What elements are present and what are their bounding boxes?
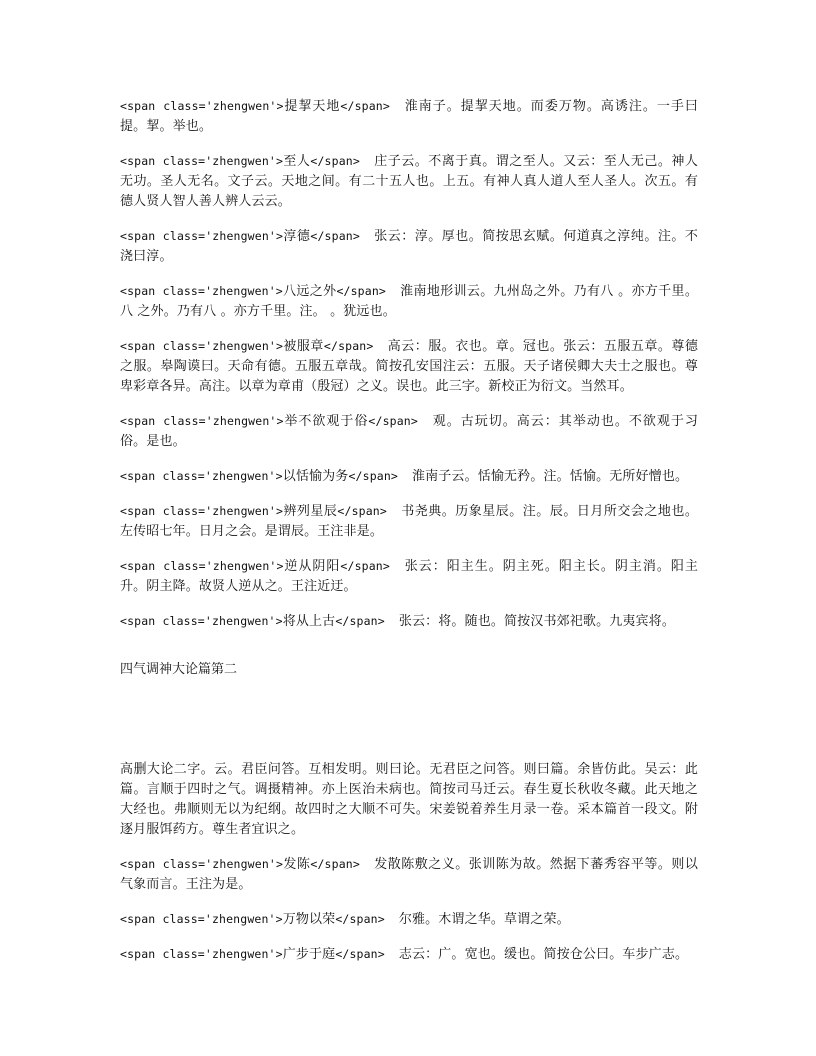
close-tag-text: </span> [336,284,386,298]
annotation-entry [120,466,698,487]
annotation-entry [120,944,698,965]
close-tag-text: </span> [310,857,360,871]
entry-term: 八远之外 [282,284,337,299]
entry-commentary: 书尧典。历象星辰。注。辰。日月所交会之地也。左传昭七年。日月之会。是谓辰。王注非是。 [120,504,698,539]
entry-commentary: 淮南地形训云。九州岛之外。乃有八 。亦方千里。八 之外。乃有八 。亦方千里。注。 。犹远也。 [120,284,698,319]
entry-term: 将从上古 [282,614,336,629]
annotation-list-1 [120,96,698,632]
entry-commentary: 观。古玩切。高云：其举动也。不欲观于习俗。是也。 [120,414,698,449]
open-tag-text: <span class='zhengwen'> [120,947,283,961]
open-tag-text: <span class='zhengwen'> [120,857,284,871]
entry-commentary: 发散陈敷之义。张训陈为故。然据下蕃秀容平等。则以气象而言。王注为是。 [120,857,698,892]
section-intro: 高删大论二字。云。君臣问答。互相发明。则曰论。无君臣之问答。则曰篇。余皆仿此。吴云：此篇。言顺于四时之气。调摄精神。亦上医治未病也。简按司马迁云。春生夏长秋收冬藏。此天地之大经也。弗顺则无以为纪纲。故四时之大顺不可失。宋姜锐着养生月录一卷。采本篇首一段文。附逐月服饵药方。尊生者宜识之。 [120,762,698,837]
annotation-entry [120,226,698,267]
entry-term: 万物以荣 [282,912,336,927]
open-tag-text: <span class='zhengwen'> [120,339,284,353]
entry-commentary: 张云：淳。厚也。简按思玄赋。何道真之淳纯。注。不浇曰淳。 [120,229,698,264]
close-tag-text: </span> [337,504,387,518]
annotation-entry [120,611,698,632]
entry-term: 被服章 [283,339,324,354]
entry-commentary: 志云：广。宽也。缓也。简按仓公曰。车步广志。 [398,947,689,962]
entry-term: 辨列星辰 [283,504,338,519]
close-tag-text: </span> [335,947,385,961]
entry-commentary: 张云：阳主生。阴主死。阳主长。阴主消。阳主升。阴主降。故贤人逆从之。王注近迂。 [120,559,698,594]
entry-commentary: 淮南子。提挈天地。而委万物。高诱注。一手曰提。挈。举也。 [120,99,698,134]
entry-term: 提挈天地 [283,99,341,114]
entry-term: 以恬愉为务 [282,469,349,484]
annotation-entry [120,151,698,212]
open-tag-text: <span class='zhengwen'> [120,469,283,483]
open-tag-text: <span class='zhengwen'> [120,559,284,573]
annotation-entry [120,411,698,452]
annotation-entry [120,909,698,930]
entry-term: 至人 [283,154,311,169]
close-tag-text: </span> [335,912,385,926]
open-tag-text: <span class='zhengwen'> [120,414,284,428]
section-title: 四气调神大论篇第二 [120,662,238,677]
entry-term: 举不欲观于俗 [283,414,369,429]
entry-commentary: 张云：将。随也。简按汉书郊祀歌。九夷宾将。 [398,614,675,629]
close-tag-text: </span> [323,339,374,353]
close-tag-text: </span> [340,559,390,573]
section-spacer [120,680,698,760]
open-tag-text: <span class='zhengwen'> [120,154,284,168]
entry-term: 逆从阴阳 [283,559,341,574]
entry-term: 淳德 [283,229,311,244]
open-tag-text: <span class='zhengwen'> [120,99,284,113]
annotation-entry [120,556,698,597]
entry-commentary: 庄子云。不离于真。谓之至人。又云：至人无己。神人无功。圣人无名。文子云。天地之间。有二十五人也。上五。有神人真人道人至人圣人。次五。有德人贤人智人善人辨人云云。 [120,154,698,209]
open-tag-text: <span class='zhengwen'> [120,229,284,243]
entry-term: 发陈 [283,857,311,872]
close-tag-text: </span> [348,469,398,483]
entry-commentary: 尔雅。木谓之华。草谓之荣。 [398,912,570,927]
annotation-list-2 [120,854,698,965]
open-tag-text: <span class='zhengwen'> [120,284,283,298]
annotation-entry [120,501,698,542]
open-tag-text: <span class='zhengwen'> [120,614,283,628]
open-tag-text: <span class='zhengwen'> [120,912,283,926]
annotation-entry [120,96,698,137]
document-page [120,96,698,979]
entry-commentary: 高云：服。衣也。章。冠也。张云：五服五章。尊德之服。皋陶谟曰。天命有德。五服五章哉。简按孔安国注云：五服。天子诸侯卿大夫士之服也。尊卑彩章各异。高注。以章为章甫（殷冠）之义。误也。此三字。新校正为衍文。当然耳。 [120,339,698,394]
close-tag-text: </span> [335,614,385,628]
annotation-entry [120,336,698,397]
close-tag-text: </span> [340,99,390,113]
entry-term: 广步于庭 [282,947,336,962]
open-tag-text: <span class='zhengwen'> [120,504,284,518]
close-tag-text: </span> [310,229,360,243]
close-tag-text: </span> [368,414,418,428]
annotation-entry [120,281,698,322]
entry-commentary: 淮南子云。恬愉无矜。注。恬愉。无所好憎也。 [411,469,689,484]
close-tag-text: </span> [310,154,360,168]
annotation-entry [120,854,698,895]
